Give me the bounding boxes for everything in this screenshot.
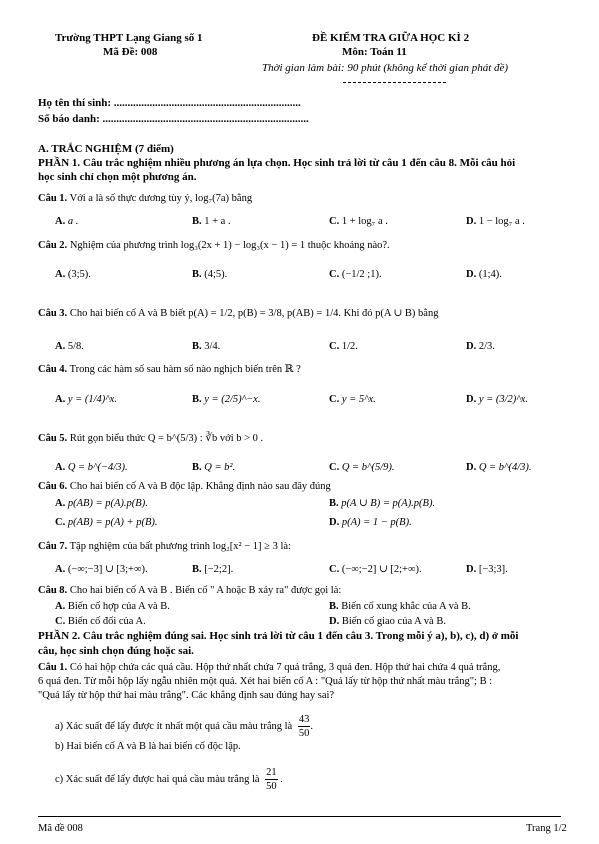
question-text: Rút gọn biểu thức Q = b^(5/3) : ∛b với b > 0 . — [69, 433, 264, 444]
q7-option-d: D. [−3;3]. — [466, 564, 508, 575]
q2-option-d: D. (1;4). — [466, 269, 502, 280]
q8-option-a: A. Biến cố hợp của A và B. — [55, 601, 170, 612]
q1-option-d: D. 1 − log₇ a . — [466, 216, 525, 227]
question-text: Nghiệm của phương trình log₃(2x + 1) − log₃(x − 1) = 1 thuộc khoảng nào?. — [69, 240, 390, 251]
q5-option-c: C. Q = b^(5/9). — [329, 462, 395, 473]
question-text: Với a là số thực dương tùy ý, log₇(7a) bằng — [69, 193, 253, 204]
exam-title: ĐỀ KIỂM TRA GIỮA HỌC KÌ 2 — [312, 32, 470, 44]
q8-option-c: C. Biến cố đối của A. — [55, 616, 146, 627]
q3-option-b: B. 3/4. — [192, 341, 221, 352]
q3-option-a: A. 5/8. — [55, 341, 84, 352]
part2-question-1 — [38, 661, 500, 674]
question-1 — [38, 192, 252, 205]
q3-option-d: D. 2/3. — [466, 341, 495, 352]
question-label: Câu 6. — [38, 481, 68, 492]
student-name-field: Họ tên thí sinh: .................................................................... — [38, 97, 301, 109]
question-7 — [38, 540, 291, 553]
q2-option-c: C. (−1/2 ;1). — [329, 269, 382, 280]
question-label: Câu 8. — [38, 585, 68, 596]
part1-heading: PHẦN 1. Câu trắc nghiệm nhiều phương án lựa chọn. Học sinh trả lời từ câu 1 đến câu 8. Mỗi câu hỏi — [38, 157, 516, 169]
section-a-title: A. TRẮC NGHIỆM (7 điểm) — [38, 143, 174, 155]
q3-option-c: C. 1/2. — [329, 341, 358, 352]
school-name: Trường THPT Lạng Giang số 1 — [55, 32, 203, 44]
q8-option-b: B. Biến cố xung khắc của A và B. — [329, 601, 471, 612]
question-label: Câu 2. — [38, 240, 68, 251]
question-5 — [38, 432, 263, 445]
question-3 — [38, 307, 438, 320]
question-label: Câu 7. — [38, 541, 68, 552]
part2-question-1-line3: "Quả lấy từ hộp thứ hai màu trắng". Các khẳng định sau đúng hay sai? — [38, 690, 335, 701]
q1-option-b: B. 1 + a . — [192, 216, 231, 227]
q6-option-c: C. p(AB) = p(A) + p(B). — [55, 517, 158, 528]
statement-c: c) Xác suất để lấy được hai quả cầu màu trắng là $\frac{21}{50}$ . — [55, 767, 283, 792]
page-number: Trang 1/2 — [526, 823, 567, 834]
q6-option-d: D. p(A) = 1 − p(B). — [329, 517, 412, 528]
question-label: Câu 1. — [38, 662, 68, 673]
fraction: $\frac{43}{50}$ — [298, 714, 310, 739]
statement-a: a) Xác suất để lấy được ít nhất một quả cầu màu trắng là $\frac{43}{50}$ . — [55, 714, 313, 739]
question-label: Câu 3. — [38, 308, 68, 319]
question-label: Câu 1. — [38, 193, 68, 204]
question-text: Cho hai biến cố A và B biết p(A) = 1/2, p(B) = 3/8, p(AB) = 1/4. Khi đó p(A ∪ B) bằng — [69, 308, 439, 319]
question-4 — [38, 363, 301, 376]
q4-option-c: C. y = 5^x. — [329, 394, 376, 405]
q1-option-c: C. 1 + log₇ a . — [329, 216, 388, 227]
q4-option-a: A. y = (1/4)^x. — [55, 394, 117, 405]
question-text: Có hai hộp chứa các quả cầu. Hộp thứ nhất chứa 7 quả trắng, 3 quả đen. Hộp thứ hai chứa 4 quả trắng, — [69, 662, 501, 673]
question-label: Câu 5. — [38, 433, 68, 444]
part1-heading-cont: học sinh chỉ chọn một phương án. — [38, 171, 197, 183]
q7-option-b: B. [−2;2]. — [192, 564, 234, 575]
question-label: Câu 4. — [38, 364, 68, 375]
fraction: $\frac{21}{50}$ — [266, 767, 277, 792]
question-text: Trong các hàm số sau hàm số nào nghịch biến trên ℝ ? — [69, 364, 301, 375]
question-text: Cho hai biến cố A và B độc lập. Khẳng định nào sau đây đúng — [69, 481, 331, 492]
footer-rule — [38, 816, 561, 817]
question-2 — [38, 239, 390, 252]
q5-option-b: B. Q = b². — [192, 462, 236, 473]
q6-option-a: A. p(AB) = p(A).p(B). — [55, 498, 148, 509]
question-text: Cho hai biến cố A và B . Biến cố " A hoặc B xảy ra" được gọi là: — [69, 585, 342, 596]
question-8 — [38, 584, 341, 597]
q7-option-c: C. (−∞;−2] ∪ [2;+∞). — [329, 564, 422, 575]
q2-option-b: B. (4;5). — [192, 269, 228, 280]
q7-option-a: A. (−∞;−3] ∪ [3;+∞). — [55, 564, 148, 575]
header-divider — [343, 82, 446, 83]
subject: Môn: Toán 11 — [342, 46, 407, 58]
exam-time: Thời gian làm bài: 90 phút (không kể thời gian phát đề) — [262, 62, 509, 74]
footer-code: Mã đề 008 — [38, 823, 83, 834]
statement-b: b) Hai biến cố A và B là hai biến cố độc lập. — [55, 741, 241, 752]
q4-option-d: D. y = (3/2)^x. — [466, 394, 528, 405]
student-id-field: Số báo danh: ........................................................................... — [38, 113, 309, 125]
q8-option-d: D. Biến cố giao của A và B. — [329, 616, 446, 627]
q4-option-b: B. y = (2/5)^−x. — [192, 394, 261, 405]
q2-option-a: A. (3;5). — [55, 269, 91, 280]
part2-question-1-line2: 6 quả đen. Từ mỗi hộp lấy ngẫu nhiên một quả. Xét hai biến cố A : "Quả lấy từ hộp thứ nhất màu trắng"; B : — [38, 676, 493, 687]
q6-option-b: B. p(A ∪ B) = p(A).p(B). — [329, 498, 436, 509]
question-6 — [38, 480, 331, 493]
q5-option-a: A. Q = b^(−4/3). — [55, 462, 128, 473]
part2-heading-cont: câu, học sinh chọn đúng hoặc sai. — [38, 645, 194, 657]
question-text: Tập nghiệm của bất phương trình log₂[x² − 1] ≥ 3 là: — [69, 541, 291, 552]
q1-option-a: A. a . — [55, 216, 79, 227]
part2-heading: PHẦN 2. Câu trắc nghiệm đúng sai. Học sinh trả lời từ câu 1 đến câu 3. Trong mỗi ý a), b), c), d) ở mỗi — [38, 630, 519, 642]
exam-code: Mã Đề: 008 — [103, 46, 158, 58]
q5-option-d: D. Q = b^(4/3). — [466, 462, 532, 473]
